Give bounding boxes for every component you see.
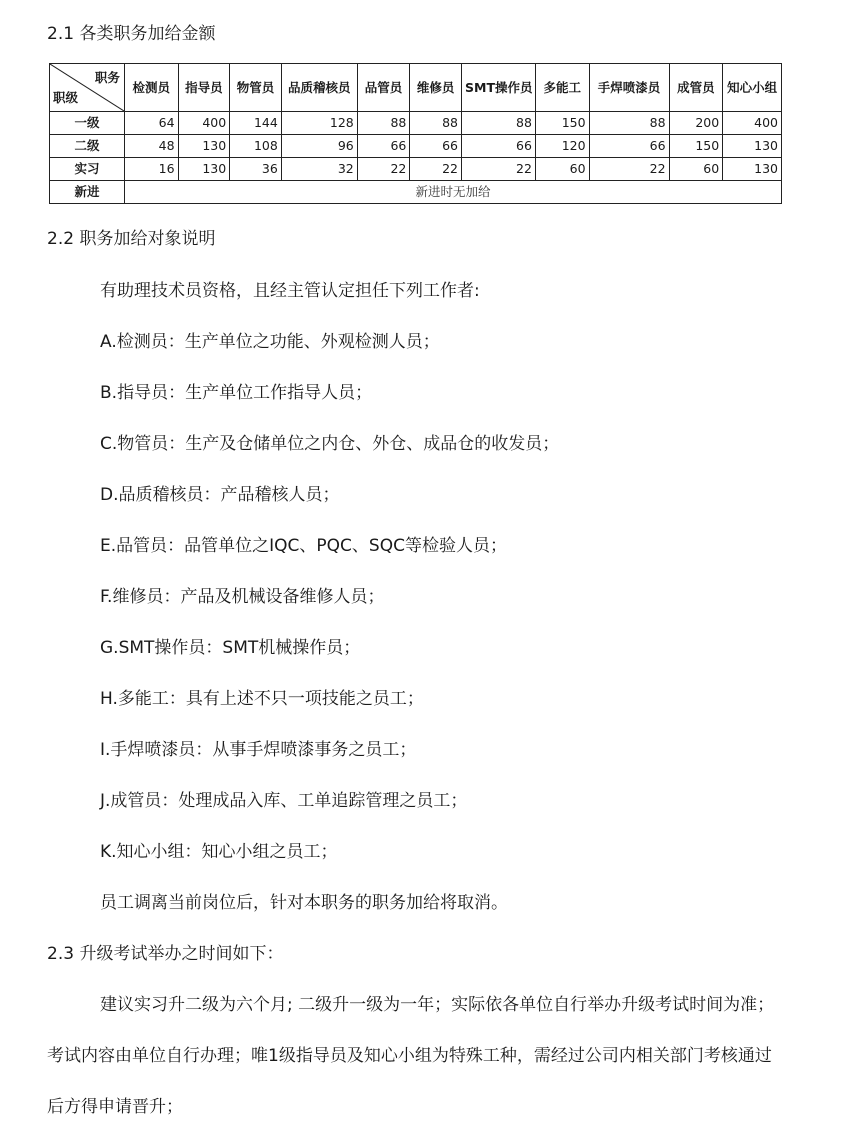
value-cell: 32 [281,158,357,181]
column-header: 知心小组 [723,64,782,112]
value-cell: 128 [281,112,357,135]
value-cell: 66 [589,135,669,158]
cancel-note: 员工调离当前岗位后，针对本职务的职务加给将取消。 [100,893,508,913]
list-item: G.SMT操作员：SMT机械操作员； [100,638,361,658]
value-cell: 36 [230,158,282,181]
list-item: F.维修员：产品及机械设备维修人员； [100,587,385,607]
value-cell: 96 [281,135,357,158]
value-cell: 66 [462,135,536,158]
value-cell: 88 [357,112,410,135]
exam-text-line-1: 建议实习升二级为六个月; 二级升一级为一年；实际依各单位自行举办升级考试时间为准； [100,995,775,1015]
exam-text-line-3: 后方得申请晋升； [47,1097,183,1117]
value-cell: 144 [230,112,282,135]
list-item: D.品质稽核员：产品稽核人员； [100,485,340,505]
level-cell: 二级 [50,135,125,158]
level-cell: 新进 [50,181,125,204]
column-header: SMT操作员 [462,64,536,112]
column-header: 品质稽核员 [281,64,357,112]
value-cell: 66 [357,135,410,158]
value-cell: 64 [124,112,178,135]
newcomer-note: 新进时无加给 [124,181,781,204]
value-cell: 22 [410,158,462,181]
value-cell: 200 [669,112,723,135]
list-item: A.检测员：生产单位之功能、外观检测人员； [100,332,440,352]
table-row [50,135,782,158]
level-cell: 一级 [50,112,125,135]
value-cell: 400 [723,112,782,135]
list-item: I.手焊喷漆员：从事手焊喷漆事务之员工； [100,740,417,760]
corner-top-label: 职务 [94,70,120,85]
corner-bottom-label: 职级 [53,90,79,105]
list-item: C.物管员：生产及仓储单位之内仓、外仓、成品仓的收发员； [100,434,560,454]
list-item: H.多能工：具有上述不只一项技能之员工； [100,689,424,709]
exam-text-line-2: 考试内容由单位自行办理；唯1级指导员及知心小组为特殊工种，需经过公司内相关部门考核通过 [47,1046,772,1066]
list-item: J.成管员：处理成品入库、工单追踪管理之员工； [100,791,468,811]
table-row [50,112,782,135]
table-corner-cell [50,64,125,112]
column-header: 维修员 [410,64,462,112]
section-2-2-title: 2.2 职务加给对象说明 [47,229,216,249]
table-row [50,158,782,181]
column-header: 检测员 [124,64,178,112]
list-item: E.品管员：品管单位之IQC、PQC、SQC等检验人员； [100,536,507,556]
value-cell: 88 [410,112,462,135]
value-cell: 88 [589,112,669,135]
value-cell: 88 [462,112,536,135]
value-cell: 130 [178,135,230,158]
value-cell: 22 [589,158,669,181]
value-cell: 130 [178,158,230,181]
allowance-table [49,63,782,204]
value-cell: 120 [535,135,589,158]
intro-text: 有助理技术员资格，且经主管认定担任下列工作者: [100,281,480,301]
column-header: 成管员 [669,64,723,112]
value-cell: 48 [124,135,178,158]
table-row-newcomer [50,181,782,204]
value-cell: 150 [535,112,589,135]
value-cell: 60 [669,158,723,181]
list-item: K.知心小组：知心小组之员工； [100,842,338,862]
section-2-3-title: 2.3 升级考试举办之时间如下： [47,944,284,964]
section-2-1-title: 2.1 各类职务加给金额 [47,24,216,44]
value-cell: 16 [124,158,178,181]
table-header-row [50,64,782,112]
value-cell: 150 [669,135,723,158]
value-cell: 22 [462,158,536,181]
value-cell: 400 [178,112,230,135]
value-cell: 22 [357,158,410,181]
value-cell: 60 [535,158,589,181]
column-header: 手焊喷漆员 [589,64,669,112]
column-header: 多能工 [535,64,589,112]
column-header: 指导员 [178,64,230,112]
level-cell: 实习 [50,158,125,181]
value-cell: 108 [230,135,282,158]
column-header: 品管员 [357,64,410,112]
column-header: 物管员 [230,64,282,112]
value-cell: 66 [410,135,462,158]
list-item: B.指导员：生产单位工作指导人员； [100,383,373,403]
value-cell: 130 [723,158,782,181]
value-cell: 130 [723,135,782,158]
